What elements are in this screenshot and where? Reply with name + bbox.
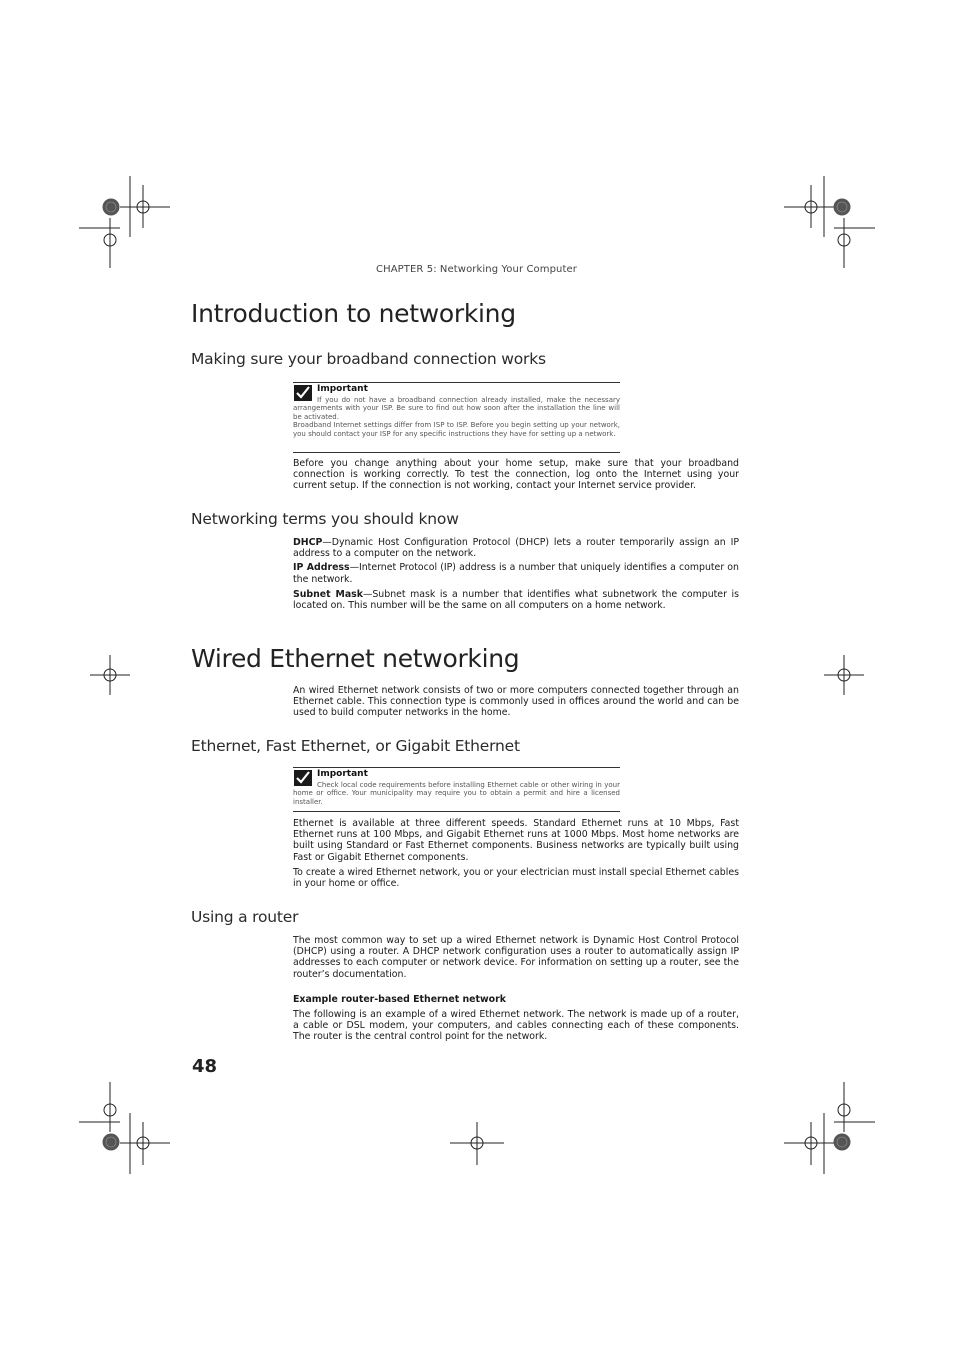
term-definition: —Internet Protocol (IP) address is a number that uniquely identifies a computer on the network. [293, 562, 739, 585]
term-item [293, 537, 739, 559]
term-definition: —Dynamic Host Configuration Protocol (DHCP) lets a router temporarily assign an IP address to a computer on the network. [293, 537, 739, 560]
note-paragraph: If you do not have a broadband connection already installed, make the necessary arrangements with your ISP. Be sure to find out how soon after the installation the line will be activated. [293, 396, 620, 421]
ethernet-paragraphs [293, 818, 739, 893]
terms-list [293, 537, 739, 615]
term-name: DHCP [293, 537, 323, 548]
example-paragraph [293, 1009, 739, 1047]
note-title: Important [317, 769, 368, 779]
term-name: IP Address [293, 562, 350, 574]
note-title: Important [317, 384, 368, 394]
term-item [293, 589, 739, 611]
body-paragraph: Before you change anything about your home setup, make sure that your broadband connection is working correctly. To test the connection, log onto the Internet using your current setup. If the connection is not working, contact your Internet service provider. [293, 458, 739, 492]
subsection-title-broadband: Making sure your broadband connection works [191, 350, 546, 368]
term-name: Subnet Mask [293, 588, 363, 600]
note-paragraph: Check local code requirements before installing Ethernet cable or other wiring in your home or office. Your municipality may require you to obtain a permit and hire a licensed installer. [293, 781, 620, 806]
subsection-title-terms: Networking terms you should know [191, 510, 459, 528]
example-heading: Example router-based Ethernet network [293, 994, 506, 1005]
important-note [293, 382, 620, 453]
body-paragraph: The following is an example of a wired Ethernet network. The network is made up of a router, a cable or DSL modem, your computers, and cables connecting each of these components. The router is the central control point for the network. [293, 1009, 739, 1043]
note-body [293, 396, 620, 438]
body-paragraph: To create a wired Ethernet network, you or your electrician must install special Ethernet cables in your home or office. [293, 866, 739, 890]
body-paragraph: The most common way to set up a wired Ethernet network is Dynamic Host Control Protocol (DHCP) using a router. A DHCP network configuration uses a router to automatically assign IP addresses to each computer or network device. For information on setting up a router, see the router’s documentation. [293, 935, 739, 980]
subsection-title-router: Using a router [191, 908, 299, 926]
body-paragraph: Ethernet is available at three different speeds. Standard Ethernet runs at 10 Mbps, Fast Ethernet runs at 100 Mbps, and Gigabit Ethernet runs at 1000 Mbps. Most home networks are built using Standard or Fast Ethernet components. Business networks are typically built using Fast or Gigabit Ethernet components. [293, 818, 739, 863]
subsection-title-ethernet-types: Ethernet, Fast Ethernet, or Gigabit Ethernet [191, 737, 520, 755]
body-paragraph: An wired Ethernet network consists of two or more computers connected together through an Ethernet cable. This connection type is commonly used in offices around the world and can be used to build computer networks in the home. [293, 685, 739, 719]
note-paragraph: Broadband Internet settings differ from ISP to ISP. Before you begin setting up your network, you should contact your ISP for any specific instructions they have for setting up a network. [293, 421, 620, 438]
note-body [293, 781, 620, 806]
broadband-paragraph [293, 458, 739, 496]
running-header: CHAPTER 5: Networking Your Computer [376, 264, 577, 275]
term-definition: —Subnet mask is a number that identifies what subnetwork the computer is located on. This number will be the same on all computers on a home network. [293, 588, 739, 612]
important-note [293, 767, 620, 812]
router-paragraph [293, 935, 739, 984]
page-number: 48 [192, 1056, 218, 1077]
wired-paragraph [293, 685, 739, 723]
section-title-wired: Wired Ethernet networking [191, 644, 520, 673]
section-title-introduction: Introduction to networking [191, 299, 516, 328]
term-item [293, 562, 739, 584]
